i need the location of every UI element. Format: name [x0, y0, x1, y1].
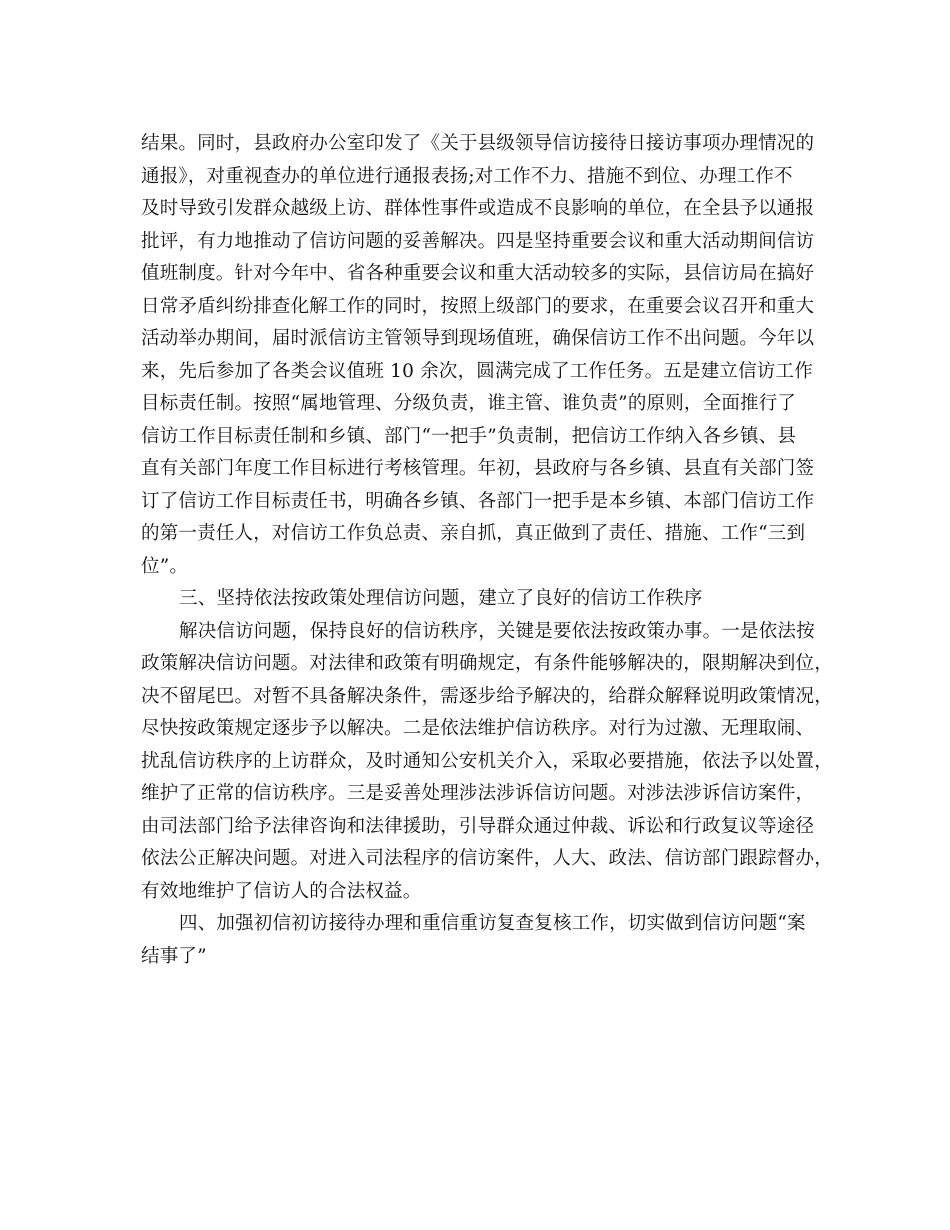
text-line: 尽快按政策规定逐步予以解决。二是依法维护信访秩序。对行为过激、无理取闹、	[141, 718, 815, 739]
text-line: 批评，有力地推动了信访问题的妥善解决。四是坚持重要会议和重大活动期间信访	[141, 230, 815, 252]
text-line: 目标责任制。按照“属地管理、分级负责，谁主管、谁负责”的原则，全面推行了	[141, 393, 797, 414]
text-line: 由司法部门给予法律咨询和法律援助，引导群众通过仲裁、诉讼和行政复议等途径	[141, 815, 815, 837]
text-line: 有效地维护了信访人的合法权益。	[141, 880, 422, 902]
text-line: 活动举办期间，届时派信访主管领导到现场值班，确保信访工作不出问题。今年以	[141, 328, 815, 349]
text-line: 的第一责任人，对信访工作负总责、亲自抓，真正做到了责任、措施、工作“三到	[141, 523, 806, 544]
text-line: 结果。同时，县政府办公室印发了《关于县级领导信访接待日接访事项办理情况的	[141, 133, 815, 154]
text-line: 位”。	[141, 555, 189, 577]
text-line: 四、加强初信初访接待办理和重信重访复查复核工作，切实做到信访问题“案	[179, 913, 806, 934]
text-line: 来，先后参加了各类会议值班 10 余次，圆满完成了工作任务。五是建立信访工作	[141, 360, 813, 382]
text-line: 三、坚持依法按政策处理信访问题，建立了良好的信访工作秩序	[179, 588, 703, 609]
text-line: 订了信访工作目标责任书，明确各乡镇、各部门一把手是本乡镇、本部门信访工作	[141, 490, 815, 512]
text-line: 决不留尾巴。对暂不具备解决条件，需逐步给予解决的，给群众解释说明政策情况，	[141, 685, 833, 707]
text-line: 依法公正解决问题。对进入司法程序的信访案件，人大、政法、信访部门跟踪督办，	[141, 848, 833, 869]
text-line: 政策解决信访问题。对法律和政策有明确规定，有条件能够解决的，限期解决到位，	[141, 653, 833, 674]
text-line: 及时导致引发群众越级上访、群体性事件或造成不良影响的单位，在全县予以通报	[141, 198, 815, 219]
text-line: 直有关部门年度工作目标进行考核管理。年初，县政府与各乡镇、县直有关部门签	[141, 458, 815, 479]
text-line: 解决信访问题，保持良好的信访秩序，关键是要依法按政策办事。一是依法按	[179, 620, 815, 642]
text-line: 日常矛盾纠纷排查化解工作的同时，按照上级部门的要求，在重要会议召开和重大	[141, 295, 815, 317]
document-body	[141, 128, 831, 973]
text-line: 通报》，对重视查办的单位进行通报表扬;对工作不力、措施不到位、办理工作不	[141, 165, 793, 187]
text-line: 维护了正常的信访秩序。三是妥善处理涉法涉诉信访问题。对涉法涉诉信访案件，	[141, 783, 815, 804]
text-line: 值班制度。针对今年中、省各种重要会议和重大活动较多的实际，县信访局在搞好	[141, 263, 815, 284]
text-line: 结事了”	[141, 945, 207, 967]
text-line: 扰乱信访秩序的上访群众，及时通知公安机关介入，采取必要措施，依法予以处置，	[141, 750, 833, 772]
text-line: 信访工作目标责任制和乡镇、部门“一把手”负责制，把信访工作纳入各乡镇、县	[141, 425, 797, 447]
